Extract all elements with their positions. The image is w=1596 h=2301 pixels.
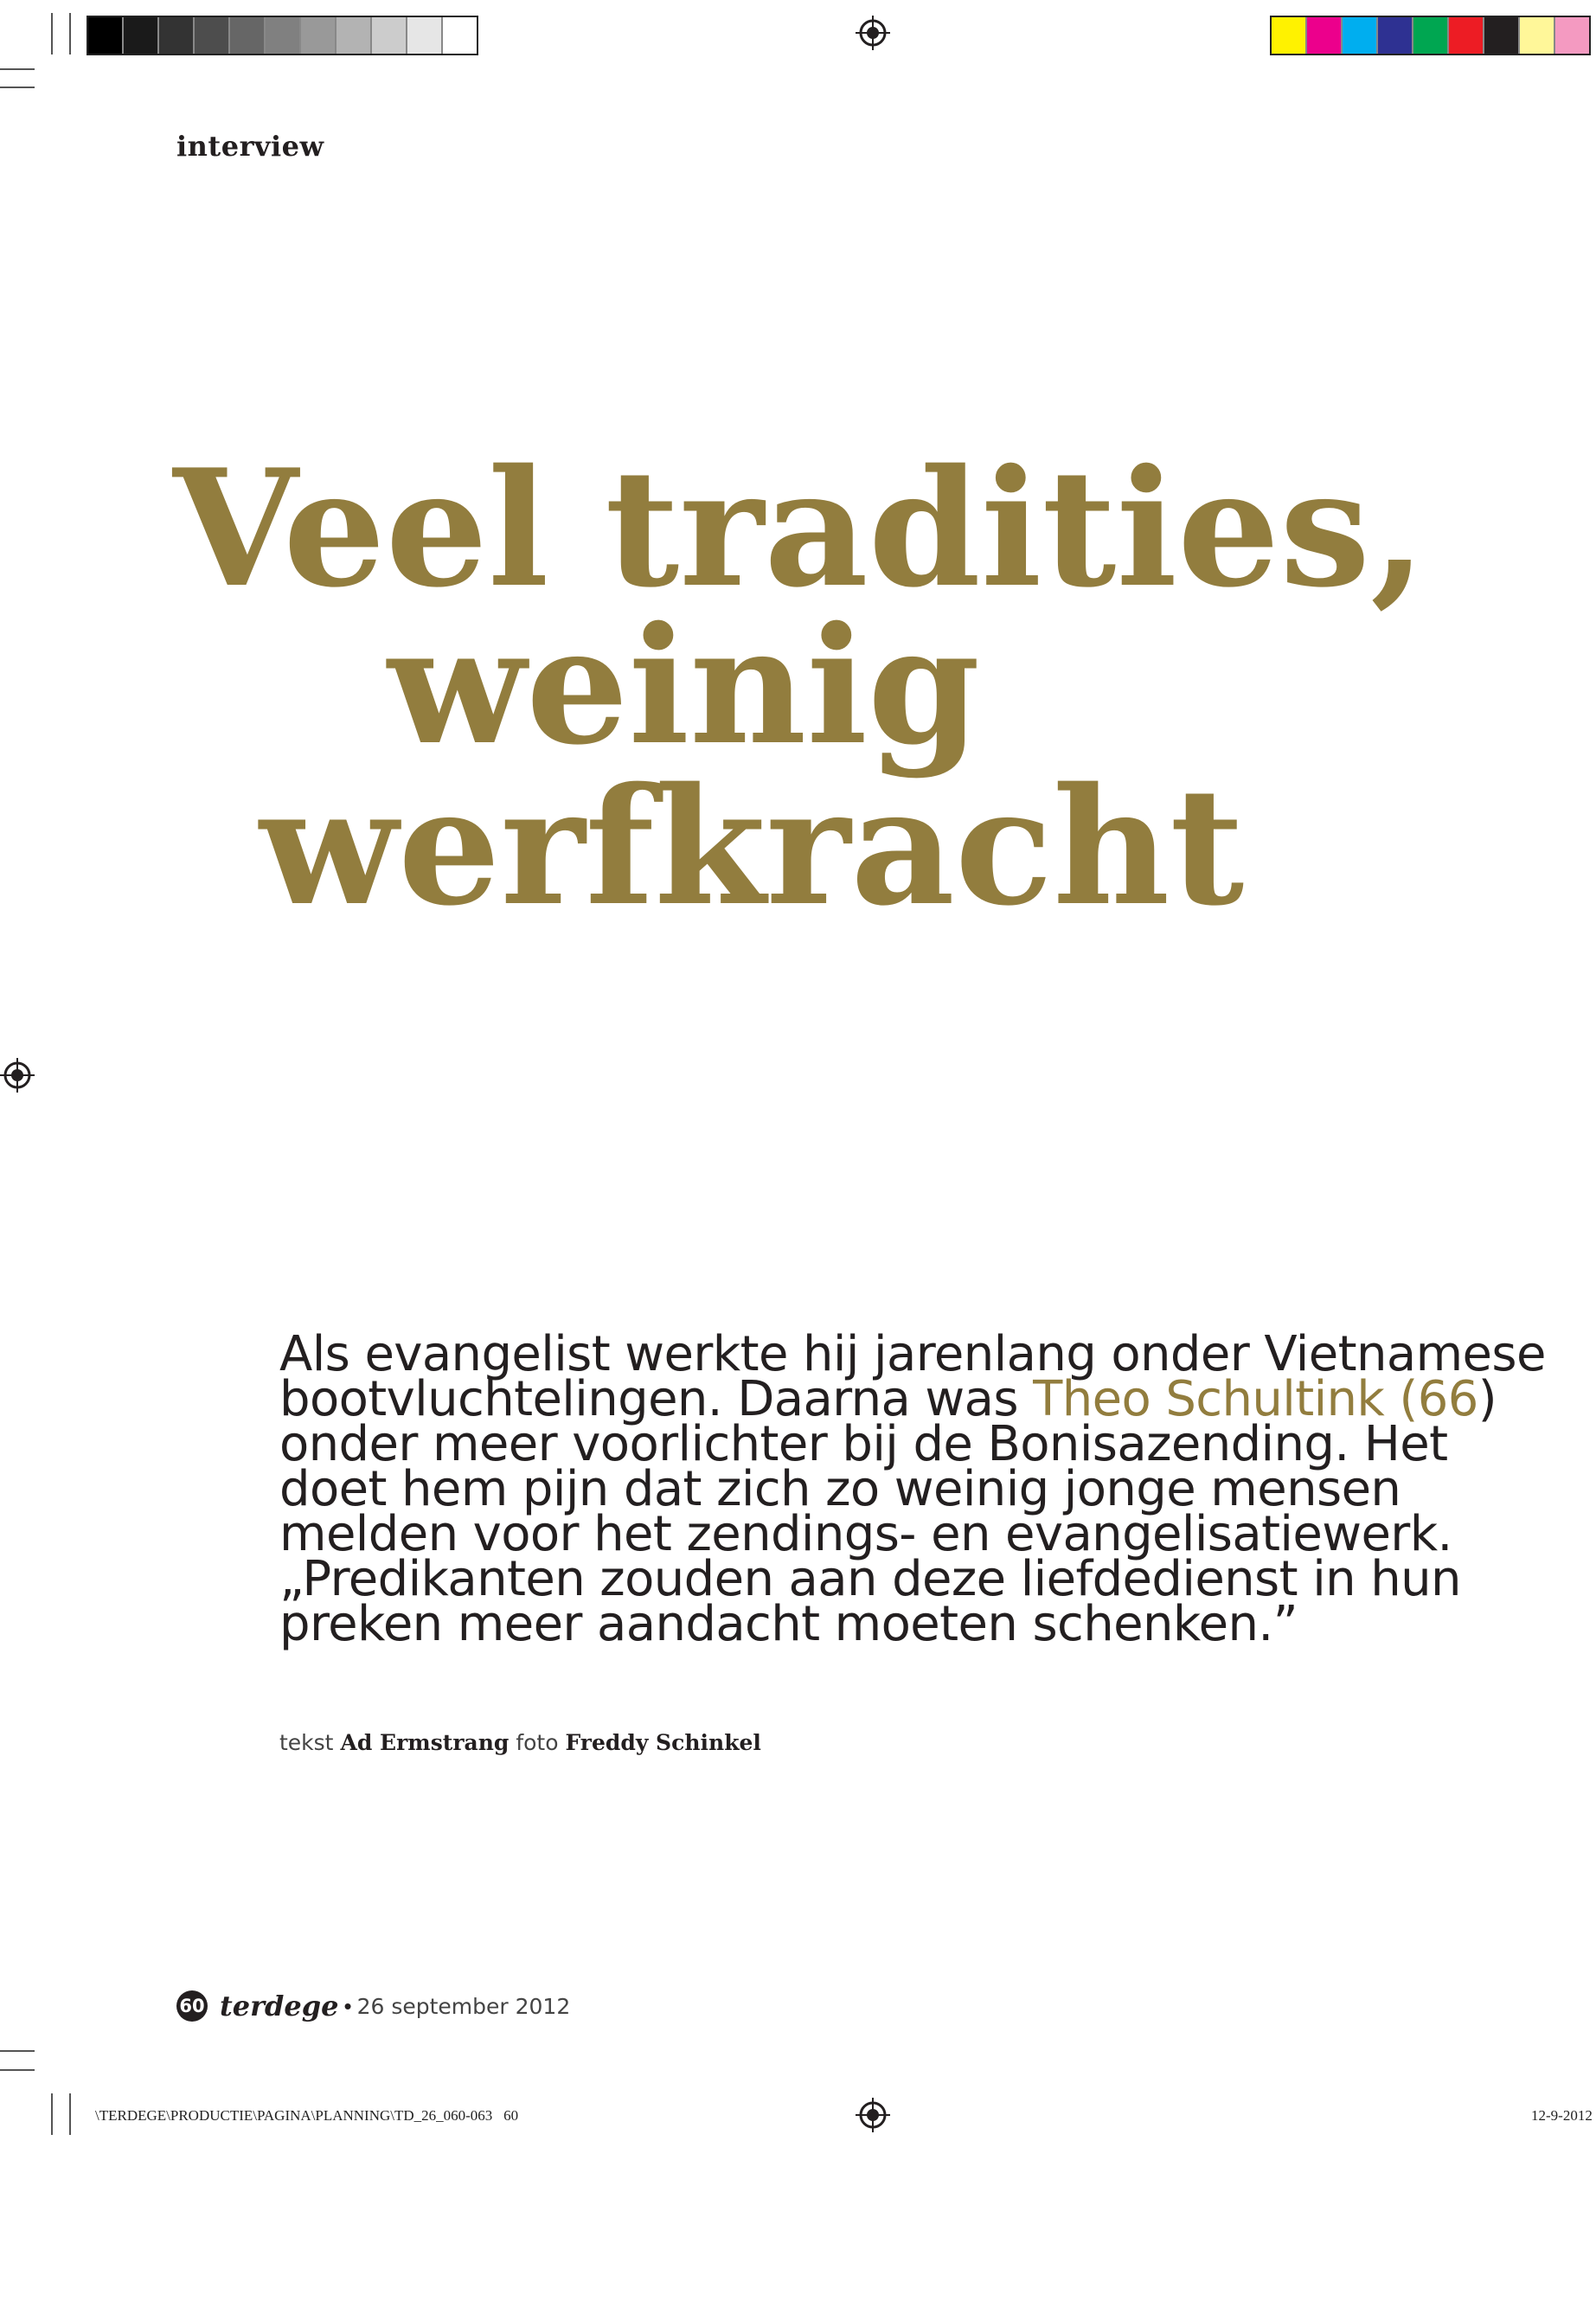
- crop-mark-icon: [69, 13, 71, 54]
- headline-line-3: werfkracht: [260, 752, 1245, 941]
- crop-mark-icon: [0, 2050, 35, 2052]
- intro-text: ): [1477, 1371, 1497, 1427]
- crop-mark-icon: [69, 2093, 71, 2135]
- calibration-swatch: [1484, 17, 1520, 54]
- intro-line: melden voor het zendings- en evangelisatiewerk.: [279, 1506, 1452, 1562]
- author-name: Ad Ermstrang: [340, 1730, 510, 1755]
- interviewee-name: Theo Schultink (66: [1033, 1371, 1478, 1427]
- intro-text: bootvluchtelingen. Daarna was: [279, 1371, 1034, 1427]
- crop-mark-icon: [51, 2093, 53, 2135]
- intro-line: „Predikanten zouden aan deze liefdedienst in hun: [279, 1551, 1461, 1607]
- registration-mark-icon: [856, 2098, 890, 2132]
- intro-paragraph: [279, 1326, 1546, 1652]
- slug-page: 60: [503, 2107, 519, 2124]
- calibration-swatch: [88, 17, 124, 54]
- calibration-swatch: [230, 17, 266, 54]
- calibration-swatch: [1343, 17, 1378, 54]
- magazine-logo: terdege: [220, 1990, 339, 2022]
- calibration-swatch: [1449, 17, 1484, 54]
- footer-bullet: •: [343, 1992, 352, 2019]
- issue-date: 26 september 2012: [356, 1993, 571, 2019]
- photographer-name: Freddy Schinkel: [565, 1730, 761, 1755]
- calibration-swatch: [407, 17, 443, 54]
- print-slug-path: [95, 2107, 518, 2125]
- calibration-swatch: [1307, 17, 1343, 54]
- crop-mark-icon: [0, 2069, 35, 2071]
- calibration-swatch: [124, 17, 159, 54]
- crop-mark-icon: [51, 13, 53, 54]
- headline-line-1: Veel tradities,: [173, 433, 1426, 623]
- calibration-swatch: [1520, 17, 1555, 54]
- calibration-swatch: [1378, 17, 1413, 54]
- page-number: 60: [176, 1990, 208, 2022]
- page-footer: [176, 1990, 570, 2022]
- calibration-swatch: [1413, 17, 1449, 54]
- grey-calibration-strip: [87, 16, 478, 55]
- calibration-swatch: [443, 17, 477, 54]
- text-credit-label: tekst: [279, 1730, 334, 1755]
- calibration-swatch: [372, 17, 407, 54]
- calibration-swatch: [1272, 17, 1307, 54]
- crop-mark-icon: [0, 68, 35, 70]
- registration-mark-icon: [0, 1058, 35, 1093]
- intro-line: Als evangelist werkte hij jarenlang onder Vietnamese: [279, 1326, 1546, 1382]
- registration-mark-icon: [856, 16, 890, 50]
- crop-mark-icon: [0, 87, 35, 88]
- section-label: interview: [176, 130, 324, 163]
- color-calibration-strip: [1270, 16, 1591, 55]
- calibration-swatch: [195, 17, 230, 54]
- headline-line-2: weinig: [388, 591, 981, 780]
- intro-line: preken meer aandacht moeten schenken.”: [279, 1596, 1298, 1652]
- calibration-swatch: [266, 17, 301, 54]
- photo-credit-label: foto: [516, 1730, 559, 1755]
- calibration-swatch: [1555, 17, 1589, 54]
- calibration-swatch: [301, 17, 337, 54]
- slug-file-path: \TERDEGE\PRODUCTIE\PAGINA\PLANNING\TD_26_060-063: [95, 2107, 493, 2124]
- print-slug-date: 12-9-2012: [1531, 2107, 1593, 2124]
- byline: [279, 1730, 761, 1755]
- intro-line: doet hem pijn dat zich zo weinig jonge mensen: [279, 1461, 1401, 1517]
- intro-line: onder meer voorlichter bij de Bonisazending. Het: [279, 1416, 1448, 1472]
- calibration-swatch: [337, 17, 372, 54]
- calibration-swatch: [159, 17, 195, 54]
